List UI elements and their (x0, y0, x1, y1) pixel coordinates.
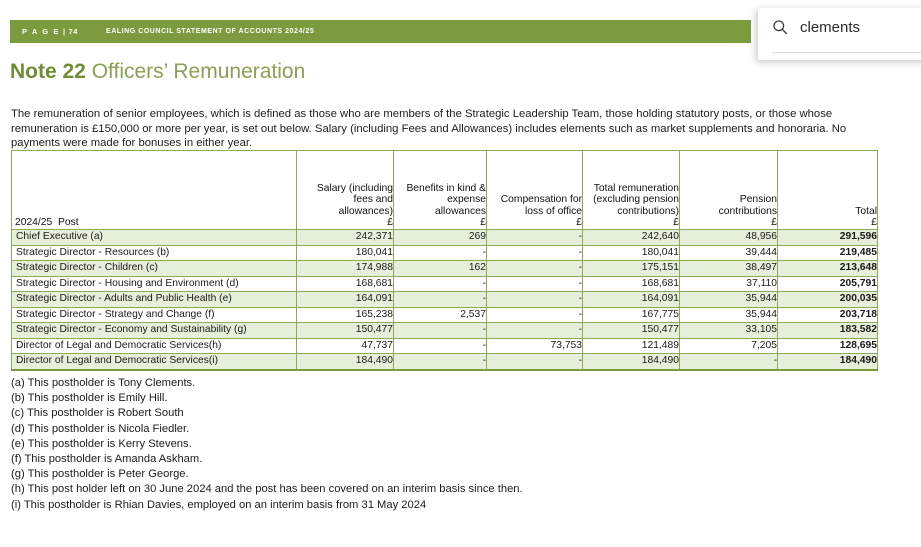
row-pension: 37,110 (680, 276, 778, 292)
row-compensation: - (487, 354, 583, 370)
row-total: 200,035 (778, 292, 878, 308)
row-benefits: - (394, 276, 487, 292)
note-number: Note 22 (10, 60, 86, 83)
footnote-item: (h) This post holder left on 30 June 2024 and the post has been covered on an interim basis since then. (11, 483, 523, 496)
footnote-item: (f) This postholder is Amanda Askham. (11, 453, 203, 466)
column-header-total-currency: £ (871, 217, 877, 229)
row-benefits: 269 (394, 230, 487, 246)
row-pension: - (680, 354, 778, 370)
table-post-label: Post (57, 217, 79, 229)
column-header-total (778, 151, 878, 230)
table-row (12, 323, 878, 339)
footnote-item: (i) This postholder is Rhian Davies, employed on an interim basis from 31 May 2024 (11, 498, 427, 511)
search-row[interactable] (758, 8, 921, 46)
table-row (12, 338, 878, 354)
footnotes-block (11, 376, 881, 513)
row-pension: 35,944 (680, 292, 778, 308)
row-compensation: - (487, 245, 583, 261)
column-header-salary-currency: £ (387, 217, 393, 229)
row-total-excl-pension: 175,151 (583, 261, 680, 277)
row-compensation: - (487, 292, 583, 308)
column-header-benefits-currency: £ (480, 217, 486, 229)
row-benefits: 162 (394, 261, 487, 277)
note-title-text: Officers’ Remuneration (91, 60, 306, 83)
search-icon (772, 19, 788, 35)
footnote-item: (e) This postholder is Kerry Stevens. (11, 437, 192, 450)
row-total: 205,791 (778, 276, 878, 292)
row-post: Strategic Director - Resources (b) (12, 245, 297, 261)
page-banner (10, 20, 751, 43)
row-post: Strategic Director - Housing and Environment (d) (12, 276, 297, 292)
table-year-label: 2024/25 (15, 217, 53, 229)
column-header-compensation (487, 151, 583, 230)
row-total-excl-pension: 168,681 (583, 276, 680, 292)
row-post: Strategic Director - Children (c) (12, 261, 297, 277)
row-total: 213,648 (778, 261, 878, 277)
search-input[interactable] (800, 19, 920, 36)
row-post: Director of Legal and Democratic Services(i) (12, 354, 297, 370)
row-total-excl-pension: 164,091 (583, 292, 680, 308)
row-compensation: - (487, 230, 583, 246)
row-pension: 33,105 (680, 323, 778, 339)
row-salary: 164,091 (297, 292, 394, 308)
row-benefits: - (394, 245, 487, 261)
row-pension: 38,497 (680, 261, 778, 277)
row-total-excl-pension: 242,640 (583, 230, 680, 246)
page-title (10, 60, 305, 84)
row-salary: 168,681 (297, 276, 394, 292)
table-row (12, 292, 878, 308)
table-body (12, 230, 878, 370)
table-header-row (12, 151, 878, 230)
column-header-salary-label: Salary (including fees and allowances) (316, 182, 393, 217)
row-post: Chief Executive (a) (12, 230, 297, 246)
row-salary: 165,238 (297, 307, 394, 323)
page-banner-number: 74 (68, 27, 78, 36)
column-header-pension (680, 151, 778, 230)
page-banner-document-title: EALING COUNCIL STATEMENT OF ACCOUNTS 2024/25 (105, 28, 315, 35)
footnote-item: (c) This postholder is Robert South (11, 407, 184, 420)
column-header-salary (297, 151, 394, 230)
row-benefits: - (394, 292, 487, 308)
row-post: Director of Legal and Democratic Services(h) (12, 338, 297, 354)
row-salary: 242,371 (297, 230, 394, 246)
footnote-item: (b) This postholder is Emily Hill. (11, 392, 168, 405)
row-total: 184,490 (778, 354, 878, 370)
row-total: 183,582 (778, 323, 878, 339)
officers-remuneration-table (11, 150, 878, 371)
row-total-excl-pension: 180,041 (583, 245, 680, 261)
row-benefits: - (394, 323, 487, 339)
row-pension: 35,944 (680, 307, 778, 323)
column-header-compensation-label: Compensation for loss of office (500, 194, 582, 217)
search-input-underline (772, 52, 921, 53)
column-header-total-excl-pension-label: Total remuneration (excluding pension contributions) (593, 182, 679, 217)
table-row (12, 276, 878, 292)
page-banner-separator: | (63, 27, 66, 36)
column-header-total-label: Total (855, 205, 877, 217)
table-row (12, 354, 878, 370)
row-post: Strategic Director - Strategy and Change (f) (12, 307, 297, 323)
footnote-item: (a) This postholder is Tony Clements. (11, 377, 196, 389)
row-total-excl-pension: 121,489 (583, 338, 680, 354)
row-salary: 150,477 (297, 323, 394, 339)
row-benefits: 2,537 (394, 307, 487, 323)
row-total-excl-pension: 184,490 (583, 354, 680, 370)
row-pension: 48,956 (680, 230, 778, 246)
row-total-excl-pension: 150,477 (583, 323, 680, 339)
intro-paragraph: The remuneration of senior employees, which is defined as those who are members of the Strategic Leadership Team, those holding statutory posts, or those whose remuneration is £150,000 or more per year, is set out below. Salary (including Fees and Allowances) includes elements such as market supplements and honoraria. No payments were made for bonuses in either year. (11, 108, 847, 150)
table-row (12, 261, 878, 277)
footnote-item: (d) This postholder is Nicola Fiedler. (11, 422, 190, 435)
column-header-pension-currency: £ (771, 217, 777, 229)
row-salary: 47,737 (297, 338, 394, 354)
table-row (12, 230, 878, 246)
row-total: 128,695 (778, 338, 878, 354)
row-total: 219,485 (778, 245, 878, 261)
row-compensation: - (487, 276, 583, 292)
column-header-pension-label: Pension contributions (718, 194, 777, 217)
row-compensation: - (487, 261, 583, 277)
row-benefits: - (394, 338, 487, 354)
row-salary: 184,490 (297, 354, 394, 370)
column-header-benefits (394, 151, 487, 230)
row-benefits: - (394, 354, 487, 370)
column-header-total-excl-pension (583, 151, 680, 230)
column-header-total-excl-pension-currency: £ (673, 217, 679, 229)
column-header-post (12, 151, 297, 230)
row-pension: 7,205 (680, 338, 778, 354)
table-head (12, 151, 878, 230)
row-pension: 39,444 (680, 245, 778, 261)
row-total: 203,718 (778, 307, 878, 323)
page-banner-label: P A G E (22, 27, 61, 36)
row-post: Strategic Director - Adults and Public Health (e) (12, 292, 297, 308)
column-header-compensation-currency: £ (576, 217, 582, 229)
search-overlay-panel[interactable] (758, 8, 921, 60)
footnote-item: (g) This postholder is Peter George. (11, 468, 189, 481)
row-total-excl-pension: 167,775 (583, 307, 680, 323)
row-salary: 174,988 (297, 261, 394, 277)
row-post: Strategic Director - Economy and Sustainability (g) (12, 323, 297, 339)
table-row (12, 245, 878, 261)
row-compensation: - (487, 323, 583, 339)
table-row (12, 307, 878, 323)
column-header-benefits-label: Benefits in kind & expense allowances (406, 182, 486, 217)
row-total: 291,596 (778, 230, 878, 246)
row-salary: 180,041 (297, 245, 394, 261)
row-compensation: - (487, 307, 583, 323)
row-compensation: 73,753 (487, 338, 583, 354)
